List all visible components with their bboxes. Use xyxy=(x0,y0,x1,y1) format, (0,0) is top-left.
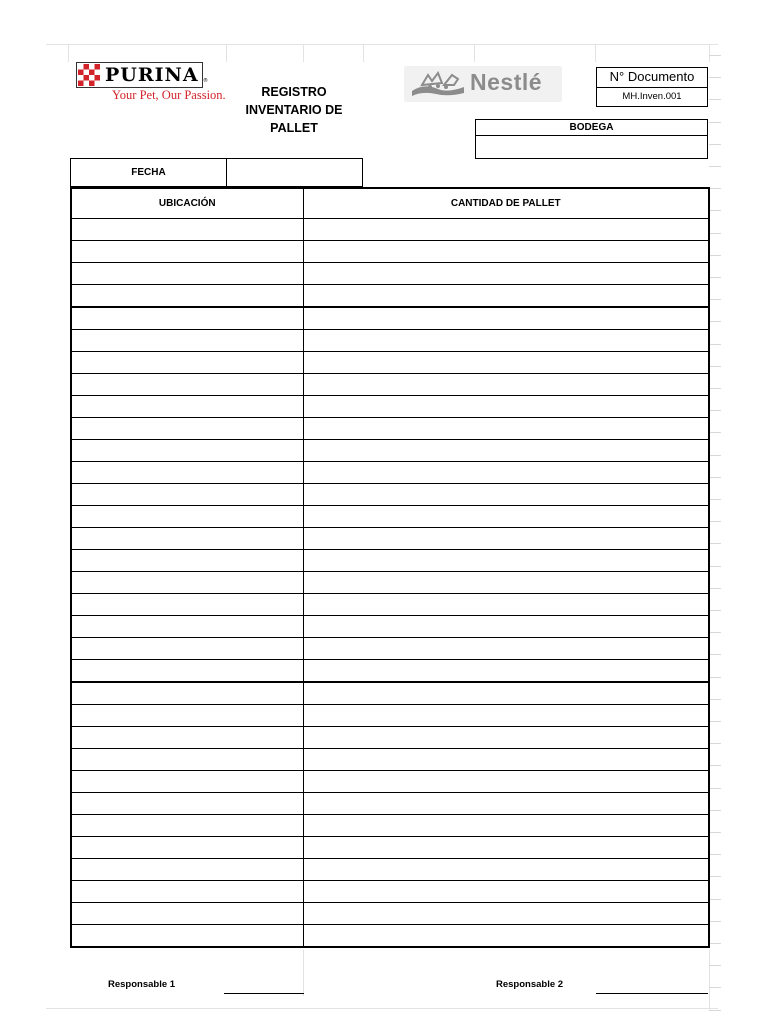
bodega-label: BODEGA xyxy=(475,119,708,136)
row-tick xyxy=(709,810,721,811)
row-tick xyxy=(709,210,721,211)
table-row xyxy=(71,572,709,594)
row-tick xyxy=(709,854,721,855)
responsable-2-label: Responsable 2 xyxy=(496,979,564,990)
table-row xyxy=(71,682,709,705)
cantidad-cell[interactable] xyxy=(303,241,709,263)
row-tick xyxy=(709,1010,721,1011)
cantidad-cell[interactable] xyxy=(303,285,709,308)
cantidad-cell[interactable] xyxy=(303,793,709,815)
row-tick xyxy=(709,987,721,988)
title-line: PALLET xyxy=(270,121,318,135)
table-row xyxy=(71,307,709,330)
row-tick xyxy=(709,677,721,678)
cantidad-cell[interactable] xyxy=(303,660,709,683)
ubicacion-cell[interactable] xyxy=(71,837,303,859)
gridline xyxy=(303,950,304,996)
cantidad-cell[interactable] xyxy=(303,815,709,837)
gridline xyxy=(68,44,69,62)
purina-wordmark-box xyxy=(76,62,203,88)
ubicacion-cell[interactable] xyxy=(71,374,303,396)
cantidad-cell[interactable] xyxy=(303,903,709,925)
table-row xyxy=(71,749,709,771)
table-row xyxy=(71,418,709,440)
row-tick xyxy=(709,788,721,789)
row-tick xyxy=(709,277,721,278)
ubicacion-cell[interactable] xyxy=(71,749,303,771)
ubicacion-cell[interactable] xyxy=(71,352,303,374)
cantidad-cell[interactable] xyxy=(303,616,709,638)
row-tick xyxy=(709,432,721,433)
table-row xyxy=(71,771,709,793)
ubicacion-cell[interactable] xyxy=(71,881,303,903)
row-tick xyxy=(709,99,721,100)
gridline xyxy=(709,950,710,1010)
gridline xyxy=(595,44,596,62)
title-line: INVENTARIO DE xyxy=(245,103,343,117)
row-tick xyxy=(709,543,721,544)
table-row xyxy=(71,793,709,815)
ubicacion-cell[interactable] xyxy=(71,241,303,263)
ubicacion-cell[interactable] xyxy=(71,396,303,418)
document-number-label: N° Documento xyxy=(597,68,707,88)
row-tick xyxy=(709,632,721,633)
ubicacion-cell[interactable] xyxy=(71,440,303,462)
row-tick xyxy=(709,344,721,345)
ubicacion-cell[interactable] xyxy=(71,793,303,815)
ubicacion-cell[interactable] xyxy=(71,550,303,572)
ubicacion-cell[interactable] xyxy=(71,903,303,925)
nestle-logo xyxy=(404,66,562,102)
table-row xyxy=(71,550,709,572)
table-row xyxy=(71,594,709,616)
cantidad-cell[interactable] xyxy=(303,263,709,285)
row-tick xyxy=(709,188,721,189)
document-title xyxy=(232,83,356,137)
ubicacion-cell[interactable] xyxy=(71,219,303,241)
ubicacion-cell[interactable] xyxy=(71,859,303,881)
row-tick xyxy=(709,144,721,145)
table-row xyxy=(71,815,709,837)
gridline xyxy=(226,44,227,62)
cantidad-cell[interactable] xyxy=(303,374,709,396)
fecha-label: FECHA xyxy=(70,158,227,187)
table-row xyxy=(71,859,709,881)
purina-wordmark: PURINA xyxy=(105,64,199,86)
ubicacion-cell[interactable] xyxy=(71,682,303,705)
ubicacion-cell[interactable] xyxy=(71,771,303,793)
table-row xyxy=(71,638,709,660)
cantidad-cell[interactable] xyxy=(303,440,709,462)
table-row xyxy=(71,705,709,727)
table-row xyxy=(71,396,709,418)
table-row xyxy=(71,285,709,308)
cantidad-cell[interactable] xyxy=(303,727,709,749)
ubicacion-cell[interactable] xyxy=(71,307,303,330)
row-tick xyxy=(709,921,721,922)
row-tick xyxy=(709,366,721,367)
cantidad-cell[interactable] xyxy=(303,638,709,660)
row-tick xyxy=(709,477,721,478)
ubicacion-cell[interactable] xyxy=(71,727,303,749)
row-tick xyxy=(709,299,721,300)
gridline xyxy=(46,44,718,45)
purina-tagline: Your Pet, Our Passion. xyxy=(112,88,226,102)
cantidad-cell[interactable] xyxy=(303,771,709,793)
row-tick xyxy=(709,122,721,123)
ubicacion-cell[interactable] xyxy=(71,638,303,660)
table-row xyxy=(71,506,709,528)
ubicacion-cell[interactable] xyxy=(71,594,303,616)
table-row xyxy=(71,727,709,749)
row-tick xyxy=(709,566,721,567)
row-tick xyxy=(709,588,721,589)
table-row xyxy=(71,903,709,925)
cantidad-cell[interactable] xyxy=(303,837,709,859)
row-tick xyxy=(709,521,721,522)
row-tick xyxy=(709,699,721,700)
row-tick xyxy=(709,721,721,722)
table-row xyxy=(71,440,709,462)
cantidad-cell[interactable] xyxy=(303,572,709,594)
row-tick xyxy=(709,255,721,256)
ubicacion-cell[interactable] xyxy=(71,815,303,837)
row-tick xyxy=(709,654,721,655)
ubicacion-cell[interactable] xyxy=(71,462,303,484)
cantidad-cell[interactable] xyxy=(303,705,709,727)
cantidad-cell[interactable] xyxy=(303,219,709,241)
ubicacion-cell[interactable] xyxy=(71,925,303,948)
table-row xyxy=(71,528,709,550)
purina-logo xyxy=(76,62,230,110)
ubicacion-cell[interactable] xyxy=(71,616,303,638)
cantidad-cell[interactable] xyxy=(303,881,709,903)
cantidad-cell[interactable] xyxy=(303,550,709,572)
table-row xyxy=(71,881,709,903)
table-row xyxy=(71,374,709,396)
cantidad-cell[interactable] xyxy=(303,528,709,550)
row-tick xyxy=(709,499,721,500)
ubicacion-cell[interactable] xyxy=(71,572,303,594)
table-row xyxy=(71,925,709,948)
cantidad-cell[interactable] xyxy=(303,330,709,352)
registered-mark: ® xyxy=(203,78,208,84)
cantidad-cell[interactable] xyxy=(303,462,709,484)
cantidad-cell[interactable] xyxy=(303,682,709,705)
row-tick xyxy=(709,876,721,877)
row-tick xyxy=(709,388,721,389)
table-row xyxy=(71,660,709,683)
ubicacion-cell[interactable] xyxy=(71,418,303,440)
table-row xyxy=(71,263,709,285)
nestle-wordmark: Nestlé xyxy=(470,69,543,95)
ubicacion-cell[interactable] xyxy=(71,528,303,550)
ubicacion-cell[interactable] xyxy=(71,660,303,683)
row-tick xyxy=(709,77,721,78)
fecha-field[interactable] xyxy=(226,158,363,187)
gridline xyxy=(474,44,475,62)
checkerboard-icon xyxy=(78,64,100,86)
responsable-1-signature-line[interactable] xyxy=(224,993,304,994)
row-tick xyxy=(709,743,721,744)
ubicacion-cell[interactable] xyxy=(71,484,303,506)
title-line: REGISTRO xyxy=(261,85,327,99)
row-tick xyxy=(709,455,721,456)
ubicacion-cell[interactable] xyxy=(71,506,303,528)
cantidad-cell[interactable] xyxy=(303,749,709,771)
gridline xyxy=(709,44,710,62)
row-tick xyxy=(709,899,721,900)
cantidad-cell[interactable] xyxy=(303,418,709,440)
table-row xyxy=(71,484,709,506)
row-tick xyxy=(709,410,721,411)
responsable-2-signature-line[interactable] xyxy=(596,993,708,994)
row-tick xyxy=(709,765,721,766)
responsable-1-label: Responsable 1 xyxy=(108,979,176,990)
ubicacion-cell[interactable] xyxy=(71,263,303,285)
row-tick xyxy=(709,321,721,322)
row-tick xyxy=(709,55,721,56)
row-tick xyxy=(709,965,721,966)
gridline xyxy=(46,1008,718,1009)
cantidad-cell[interactable] xyxy=(303,396,709,418)
table-row xyxy=(71,616,709,638)
inventory-table xyxy=(70,187,710,948)
table-header-row xyxy=(71,188,709,219)
ubicacion-cell[interactable] xyxy=(71,285,303,308)
cantidad-cell[interactable] xyxy=(303,307,709,330)
ubicacion-cell[interactable] xyxy=(71,330,303,352)
row-tick xyxy=(709,610,721,611)
column-header-cantidad: CANTIDAD DE PALLET xyxy=(303,188,709,219)
ubicacion-cell[interactable] xyxy=(71,705,303,727)
nest-birds-icon xyxy=(408,69,468,99)
row-tick xyxy=(709,233,721,234)
cantidad-cell[interactable] xyxy=(303,594,709,616)
table-body xyxy=(71,219,709,948)
row-tick xyxy=(709,943,721,944)
table-row xyxy=(71,241,709,263)
document-number-box xyxy=(596,67,708,107)
column-header-ubicacion: UBICACIÓN xyxy=(71,188,303,219)
table-row xyxy=(71,837,709,859)
cantidad-cell[interactable] xyxy=(303,859,709,881)
cantidad-cell[interactable] xyxy=(303,506,709,528)
cantidad-cell[interactable] xyxy=(303,484,709,506)
table-row xyxy=(71,352,709,374)
table-row xyxy=(71,462,709,484)
document-number-value: MH.Inven.001 xyxy=(622,91,682,102)
row-tick xyxy=(709,166,721,167)
table-row xyxy=(71,219,709,241)
cantidad-cell[interactable] xyxy=(303,925,709,948)
bodega-field[interactable] xyxy=(475,135,708,159)
cantidad-cell[interactable] xyxy=(303,352,709,374)
gridline xyxy=(363,44,364,62)
gridline xyxy=(303,44,304,62)
row-tick xyxy=(709,832,721,833)
table-row xyxy=(71,330,709,352)
